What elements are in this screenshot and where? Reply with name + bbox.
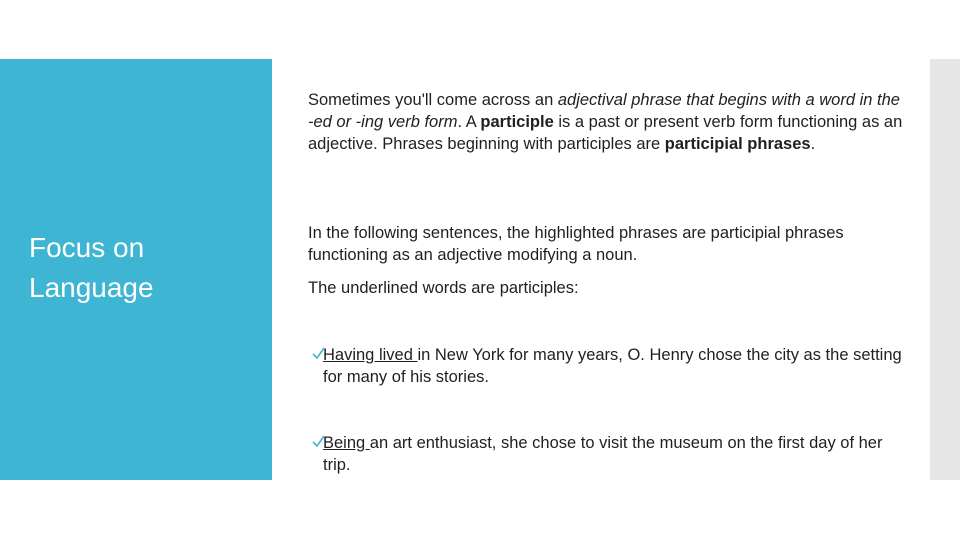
checkmark-arrow-icon: [312, 345, 326, 363]
bold-term-participial-phrases: participial phrases: [664, 135, 811, 153]
intro-paragraph: Sometimes you'll come across an adjectival phrase that begins with a word in the -ed or -ing verb form. A participle is a past or present verb form functioning as an adjective. Phrases beginning with participles are participial phrases.: [308, 91, 903, 153]
underlined-participle: Having lived: [323, 346, 418, 364]
instruction-paragraph: The underlined words are participles:: [308, 279, 579, 297]
underlined-participle: Being: [323, 434, 370, 452]
explanation-paragraph: In the following sentences, the highlighted phrases are participial phrases functioning as an adjective modifying a noun.: [308, 224, 844, 264]
italic-definition: adjectival phrase that begins with a word in the -ed or -ing verb form: [308, 91, 900, 131]
checkmark-arrow-icon: [312, 433, 326, 451]
example-bullet: Having lived in New York for many years, O. Henry chose the city as the setting for many of his stories.: [308, 344, 903, 388]
side-strip: [930, 59, 960, 480]
example-bullet: Being an art enthusiast, she chose to visit the museum on the first day of her trip.: [308, 432, 903, 476]
slide-title: Focus on Language: [29, 232, 154, 303]
bold-term-participle: participle: [480, 113, 554, 131]
